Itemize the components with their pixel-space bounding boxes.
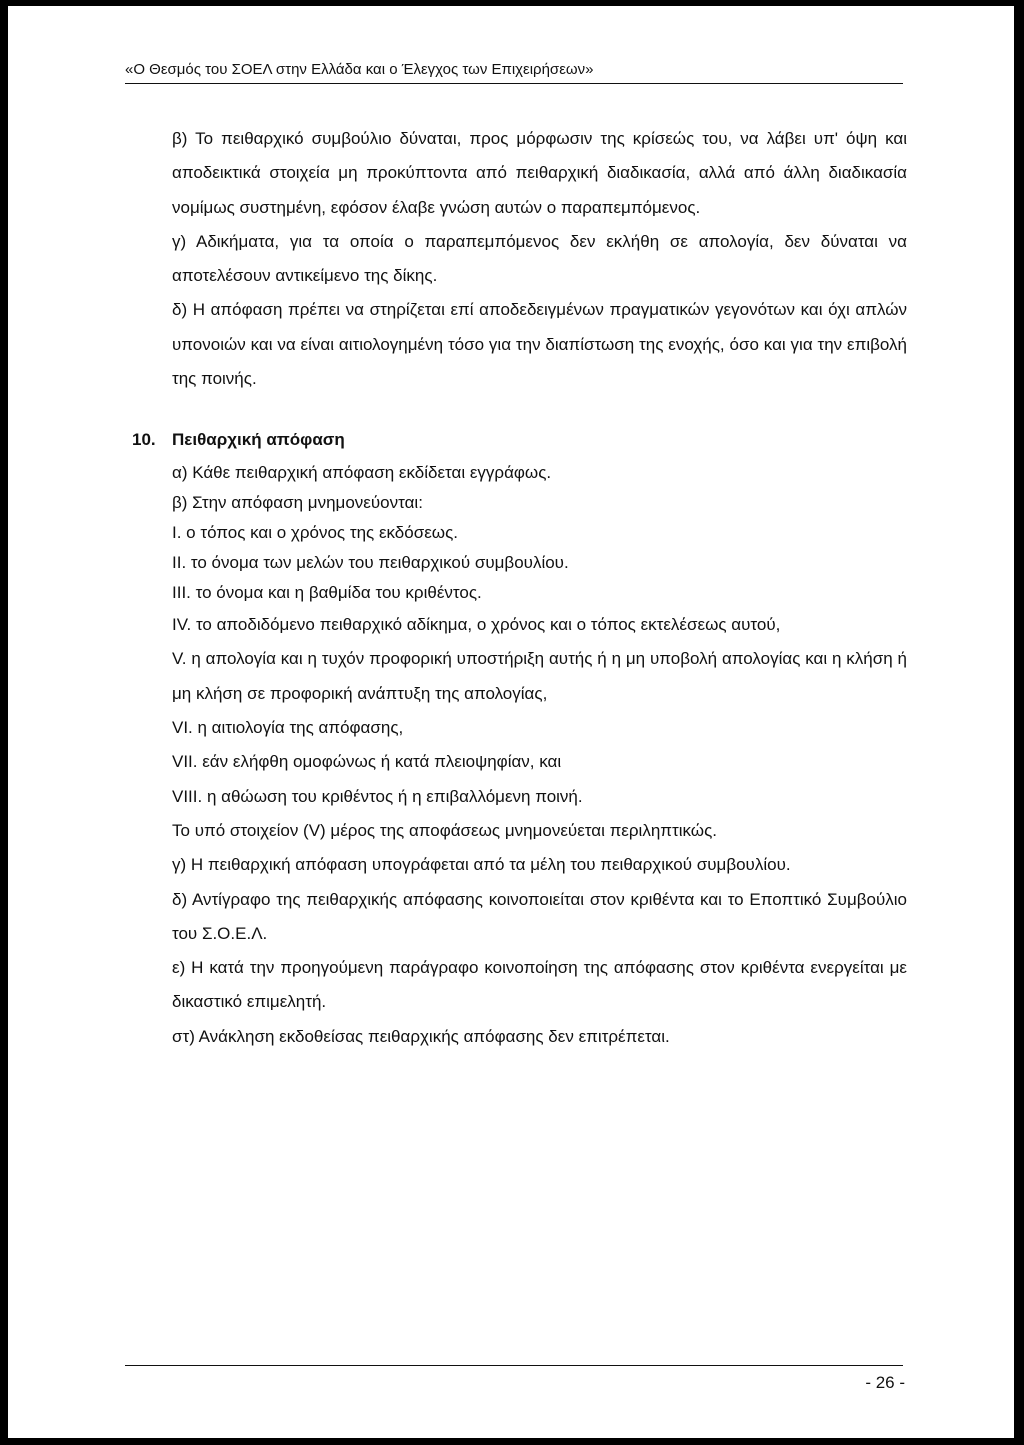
paragraph: β) Το πειθαρχικό συμβούλιο δύναται, προς μόρφωσιν της κρίσεώς του, να λάβει υπ' όψη και αποδεικτικά στοιχεία μη προκύπτοντα από πειθαρχική διαδικασία, αλλά από άλλη διαδικασία νομίμως συστημένη, εφόσον έλαβε γνώση αυτών ο παραπεμπόμενος. xyxy=(172,129,907,217)
section-item: VII. εάν ελήφθη ομοφώνως ή κατά πλειοψηφίαν, και xyxy=(172,752,562,772)
section-item: III. το όνομα και η βαθμίδα του κριθέντος. xyxy=(172,583,482,603)
section-item: Το υπό στοιχείον (V) μέρος της αποφάσεως μνημονεύεται περιληπτικώς. xyxy=(172,820,717,840)
footer-rule xyxy=(125,1365,903,1366)
header-rule xyxy=(125,83,903,84)
section-item: στ) Ανάκληση εκδοθείσας πειθαρχικής απόφασης δεν επιτρέπεται. xyxy=(172,1026,670,1046)
section-item: II. το όνομα των μελών του πειθαρχικού συμβουλίου. xyxy=(172,552,569,572)
paragraph: δ) Η απόφαση πρέπει να στηρίζεται επί αποδεδειγμένων πραγματικών γεγονότων και όχι απλών υπονοιών και να είναι αιτιολογημένη τόσο για την διαπίστωση της ενοχής, όσο και για την επιβολή της ποινής. xyxy=(172,300,907,389)
section-item: ε) Η κατά την προηγούμενη παράγραφο κοινοποίηση της απόφασης στον κριθέντα ενεργείται με δικαστικό επιμελητή. xyxy=(172,958,907,1012)
section-number: 10. xyxy=(132,430,156,450)
page-number: - 26 - xyxy=(865,1373,905,1392)
section-item: α) Κάθε πειθαρχική απόφαση εκδίδεται εγγράφως. xyxy=(172,462,552,482)
section-item: IV. το αποδιδόμενο πειθαρχικό αδίκημα, ο χρόνος και ο τόπος εκτελέσεως αυτού, xyxy=(172,615,781,635)
section-title: Πειθαρχική απόφαση xyxy=(172,430,345,450)
section-item: V. η απολογία και η τυχόν προφορική υποστήριξη αυτής ή η μη υποβολή απολογίας και η κλήση ή μη κλήση σε προφορική ανάπτυξη της απολογίας, xyxy=(172,649,907,703)
section-item: VIII. η αθώωση του κριθέντος ή η επιβαλλόμενη ποινή. xyxy=(172,786,583,806)
section-item: γ) Η πειθαρχική απόφαση υπογράφεται από τα μέλη του πειθαρχικού συμβουλίου. xyxy=(172,855,791,875)
section-heading xyxy=(132,423,907,457)
section-item: β) Στην απόφαση μνημονεύονται: xyxy=(172,492,423,512)
document-body xyxy=(132,122,907,1054)
section-item: I. ο τόπος και ο χρόνος της εκδόσεως. xyxy=(172,522,458,542)
section-item: VI. η αιτιολογία της απόφασης, xyxy=(172,718,404,738)
section-gap xyxy=(172,396,907,423)
paragraph: γ) Αδικήματα, για τα οποία ο παραπεμπόμενος δεν εκλήθη σε απολογία, δεν δύναται να αποτελέσουν αντικείμενο της δίκης. xyxy=(172,231,907,286)
running-header: «Ο Θεσμός του ΣΟΕΛ στην Ελλάδα και ο Έλεγχος των Επιχειρήσεων» xyxy=(125,61,594,78)
section-item: δ) Αντίγραφο της πειθαρχικής απόφασης κοινοποιείται στον κριθέντα και το Εποπτικό Συμβούλιο του Σ.Ο.Ε.Λ. xyxy=(172,889,907,943)
